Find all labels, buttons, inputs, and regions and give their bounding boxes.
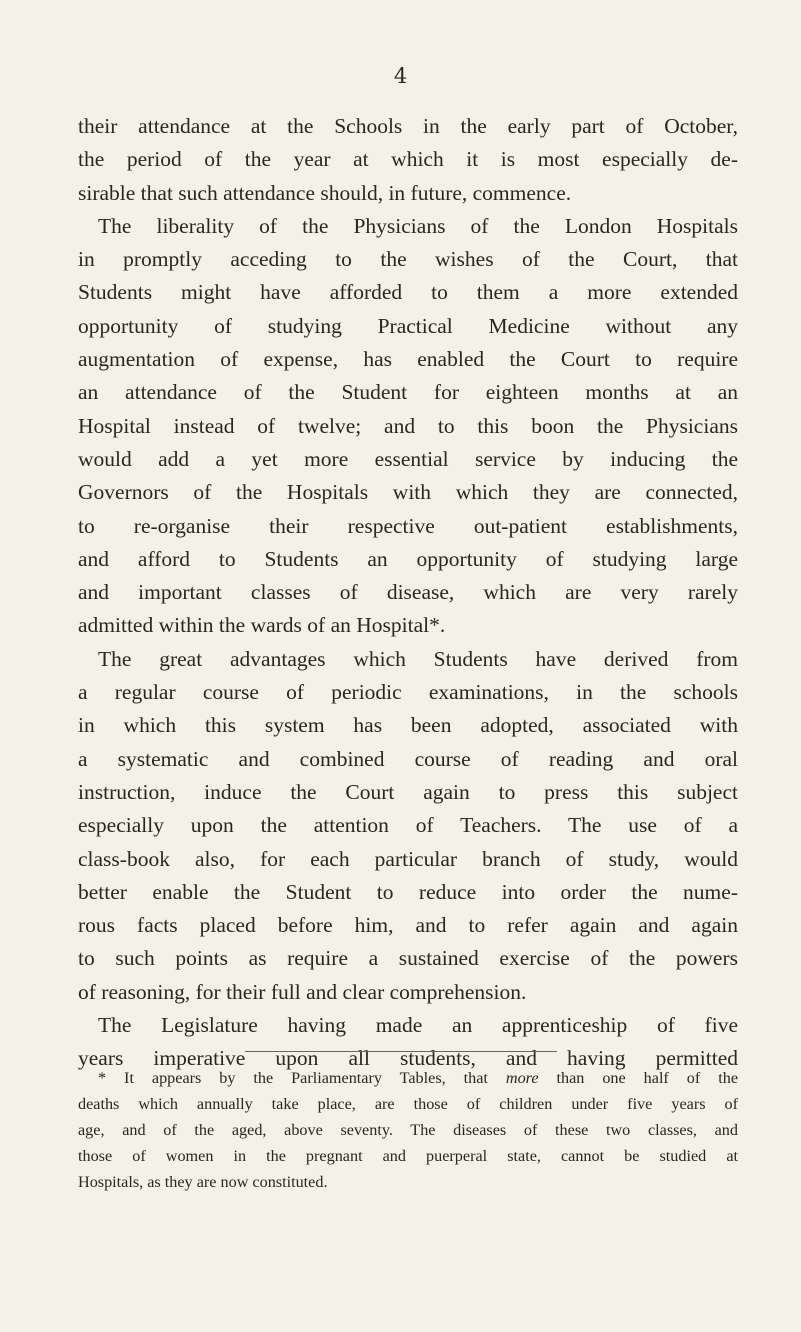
- text-line: The great advantages which Students have derived from: [98, 646, 738, 671]
- text-line: Hospital instead of twelve; and to this boon the Physicians: [78, 413, 738, 438]
- footnote-line: age, and of the aged, above seventy. The diseases of these two classes, and: [78, 1121, 738, 1139]
- footnote-text: than one half of the: [538, 1069, 738, 1087]
- text-line: sirable that such attendance should, in future, commence.: [78, 180, 572, 205]
- text-line: a systematic and combined course of reading and oral: [78, 746, 738, 771]
- text-line: augmentation of expense, has enabled the Court to require: [78, 347, 738, 372]
- text-line: opportunity of studying Practical Medicine without any: [78, 313, 738, 338]
- text-line: especially upon the attention of Teachers. The use of a: [78, 813, 738, 838]
- text-line: class-book also, for each particular branch of study, would: [78, 846, 738, 871]
- footnote-line: deaths which annually take place, are those of children under five years of: [78, 1095, 738, 1113]
- page-number: 4: [393, 64, 408, 88]
- text-line: better enable the Student to reduce into order the nume-: [78, 879, 738, 904]
- text-line: to such points as require a sustained exercise of the powers: [78, 946, 738, 971]
- footnote-emphasis: more: [505, 1069, 539, 1087]
- text-line: Students might have afforded to them a more extended: [78, 280, 738, 305]
- text-line: to re-organise their respective out-patient establishments,: [78, 513, 738, 538]
- text-line: a regular course of periodic examinations, in the schools: [78, 680, 738, 705]
- text-line: and important classes of disease, which are very rarely: [78, 580, 738, 605]
- text-line: instruction, induce the Court again to press this subject: [78, 779, 738, 804]
- footnote-line: those of women in the pregnant and puerperal state, cannot be studied at: [78, 1147, 738, 1165]
- text-line: The Legislature having made an apprenticeship of five: [98, 1013, 738, 1038]
- text-line: admitted within the wards of an Hospital*.: [78, 613, 446, 638]
- text-line: rous facts placed before him, and to refer again and again: [78, 913, 738, 938]
- text-line: and afford to Students an opportunity of studying large: [78, 546, 738, 571]
- text-line: Governors of the Hospitals with which they are connected,: [78, 480, 738, 505]
- text-line: in promptly acceding to the wishes of the Court, that: [78, 247, 738, 272]
- text-line: their attendance at the Schools in the early part of October,: [78, 114, 738, 138]
- footnote-divider: [245, 1051, 557, 1052]
- footnote-text: * It appears by the Parliamentary Tables, that: [98, 1069, 506, 1087]
- text-line: the period of the year at which it is most especially de-: [78, 147, 738, 172]
- text-line: of reasoning, for their full and clear comprehension.: [78, 979, 527, 1004]
- footnote: [78, 1065, 738, 1195]
- text-line: years imperative upon all students, and having permitted: [78, 1046, 738, 1071]
- text-line: in which this system has been adopted, associated with: [78, 713, 738, 738]
- footnote-line: [78, 1065, 738, 1091]
- body-text: [78, 110, 738, 1076]
- text-line: The liberality of the Physicians of the London Hospitals: [98, 213, 738, 238]
- footnote-line: Hospitals, as they are now constituted.: [78, 1173, 328, 1191]
- text-line: would add a yet more essential service by inducing the: [78, 446, 738, 471]
- text-line: an attendance of the Student for eighteen months at an: [78, 380, 738, 405]
